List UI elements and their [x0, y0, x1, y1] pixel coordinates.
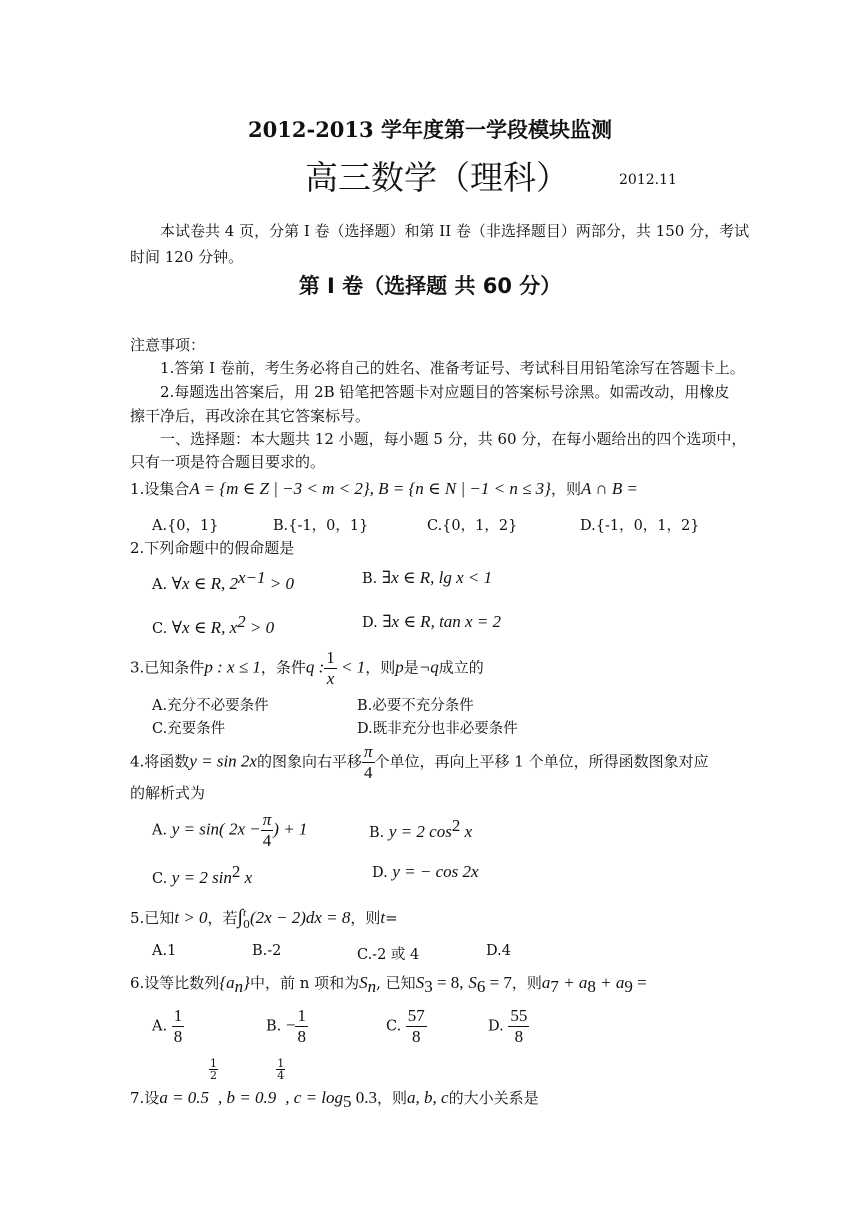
q5-option-b: B.-2 [252, 943, 282, 959]
q1-option-c: C.{0，1，2} [427, 518, 518, 534]
q3-option-c: C.充要条件 [152, 721, 226, 737]
q1-option-d: D.{-1，0，1，2} [580, 518, 700, 534]
notice-item-2-cont: 擦干净后，再改涂在其它答案标号。 [130, 407, 371, 425]
q2-option-c: C. ∀x ∈ R, $x^2 > 0$ [152, 612, 275, 637]
q4-option-d: D. y = − cos 2x [372, 862, 479, 881]
question-2-stem: 2.下列命题中的假命题是 [130, 539, 295, 557]
q3-option-d: D.既非充分也非必要条件 [357, 721, 518, 737]
section-intro: 一、选择题：本大题共 12 小题，每小题 5 分，共 60 分，在每小题给出的四个选项中， [160, 430, 747, 448]
q6-option-b: B. − $\frac{1}{8}$ [266, 1006, 306, 1046]
q4-option-c: C. y = 2 $\sin^2 x$ [152, 862, 253, 887]
q1-option-a: A.{0，1} [152, 518, 219, 534]
question-4-stem: 4.将函数y = sin 2x的图象向右平移 $\frac{\pi}{4}$ 个单位，再向上平移 1 个单位，所得函数图象对应 [130, 742, 709, 782]
notice-item-2: 2.每题选出答案后，用 2B 铅笔把答题卡对应题目的答案标号涂黑。如需改动，用橡皮 [160, 383, 730, 401]
q1-sets: A = {m ∈ Z | −3 < m < 2}, B = {n ∈ N | −1 < n ≤ 3} [189, 479, 551, 498]
exam-date: 2012.11 [619, 172, 677, 188]
q2-option-a: A. ∀x ∈ R, $2^{x-1} > 0$ [152, 568, 294, 593]
section-intro-cont: 只有一项是符合题目要求的。 [130, 453, 326, 471]
q1-mid: ，则 [550, 480, 581, 498]
q2-option-b: B. ∃x ∈ R, lg x < 1 [362, 568, 493, 587]
q5-option-d: D.4 [486, 943, 511, 959]
q3-fraction: $\frac{1}{x}$ [326, 648, 335, 688]
notice-item-1: 1.答第 I 卷前，考生务必将自己的姓名、准备考证号、考试科目用铅笔涂写在答题卡上。 [160, 359, 745, 377]
question-4-stem-cont: 的解析式为 [130, 784, 206, 802]
q4-option-b: B. y = 2 $\cos^2 x$ [369, 816, 473, 841]
intro-line-1: 本试卷共 4 页，分第 I 卷（选择题）和第 II 卷（非选择题目）两部分，共 150 分，考试 [160, 222, 750, 240]
question-1-stem [130, 478, 638, 499]
q4-fraction: $\frac{\pi}{4}$ [363, 742, 373, 782]
q3-option-b: B.必要不充分条件 [357, 698, 474, 714]
question-5-stem: 5.已知t > 0，若∫ t 0 (2x − 2)dx = 8，则t= [130, 906, 398, 931]
subject-title: 高三数学（理科） [305, 158, 569, 197]
intro-line-2: 时间 120 分钟。 [130, 248, 244, 266]
q5-option-c: C.-2 或 4 [357, 947, 420, 963]
notice-heading: 注意事项： [130, 336, 206, 354]
question-3-stem: 3.已知条件p : x ≤ 1，条件q : $\frac{1}{x}$ < 1，则p是¬q成立的 [130, 648, 484, 688]
q4-option-a: A. y = sin( 2x − $\frac{\pi}{4}$ ) + 1 [152, 810, 308, 850]
q6-option-d: D. $\frac{55}{8}$ [488, 1006, 528, 1046]
q6-option-a: A. $\frac{1}{8}$ [152, 1006, 183, 1046]
volume-title: 第 I 卷（选择题 共 60 分） [298, 274, 562, 298]
q3-option-a: A.充分不必要条件 [152, 698, 269, 714]
question-7-stem: 7.设a = 0.5 $\frac{1}{2}$ , b = 0.9 $\frac{1}{4}$ , $c = \log_5 0.3$，则a, b, c的大小关系是 [130, 1057, 539, 1111]
q5-option-a: A.1 [152, 943, 177, 959]
question-6-stem: 6.设等比数列$\{a_n\}$中，前 n 项和为$S_n$, 已知$S_3 = 8$, $S_6 = 7$，则$a_7 + a_8 + a_9$ = [130, 973, 647, 996]
q2-option-d: D. ∃x ∈ R, tan x = 2 [362, 612, 502, 631]
q1-prefix: 1.设集合 [130, 480, 190, 498]
q1-option-b: B.{-1，0，1} [273, 518, 369, 534]
exam-title: 2012-2013 学年度第一学段模块监测 [248, 117, 612, 142]
integral-sign: ∫ [237, 906, 244, 928]
q6-option-c: C. $\frac{57}{8}$ [386, 1006, 425, 1046]
q1-intersection: A ∩ B = [580, 479, 638, 498]
